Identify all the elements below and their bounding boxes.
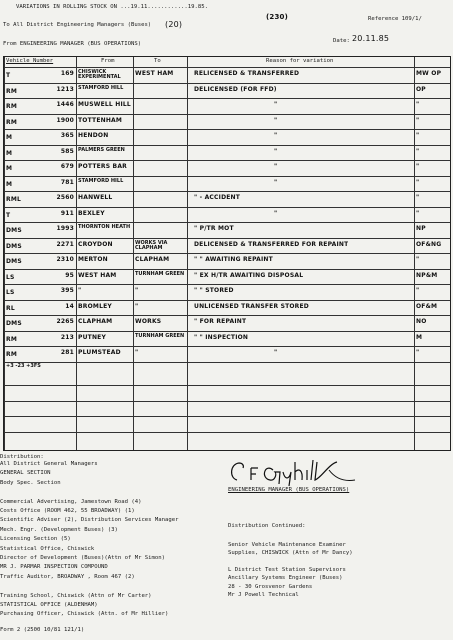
row-divider — [4, 114, 450, 115]
row-divider — [4, 401, 450, 402]
reason: RELICENSED & TRANSFERRED — [194, 70, 300, 77]
from-depot: STAMFORD HILL — [78, 84, 124, 91]
from-depot: HANWELL — [78, 194, 113, 201]
distribution-item: Director of Development (Buses)(Attn of Mr Simon) — [0, 555, 166, 561]
route-code: " — [416, 349, 420, 356]
to-depot: WEST HAM — [135, 70, 174, 77]
row-divider — [4, 416, 450, 417]
vehicle-type: DMS — [6, 242, 22, 250]
date-label: Date: — [333, 38, 350, 44]
row-divider — [4, 222, 450, 223]
reason: " " AWAITING REPAINT — [194, 256, 273, 263]
distribution-item: MR J. PARMAR INSPECTION COMPOUND — [0, 564, 108, 571]
reason: " FOR REPAINT — [194, 318, 247, 325]
reason: " — [274, 349, 278, 356]
tally-note: +3 -23 +3FS — [6, 362, 41, 369]
route-code: NO — [416, 318, 427, 325]
route-code: " — [416, 287, 420, 294]
vehicle-type: T — [6, 211, 11, 219]
from-depot: BEXLEY — [78, 209, 105, 217]
row-divider — [4, 83, 450, 84]
route-code: OF&NG — [416, 240, 442, 248]
vehicle-type: LS — [6, 289, 15, 296]
row-divider — [4, 238, 450, 239]
reason: " — [274, 178, 278, 186]
col-header-vehicle: Vehicle Number — [6, 58, 54, 64]
reason: UNLICENSED TRANSFER STORED — [194, 302, 309, 310]
reason: DELICENSED (FOR FFD) — [194, 85, 277, 93]
from-depot: WEST HAM — [78, 271, 117, 279]
reason: " — [274, 147, 278, 155]
vehicle-number: 2310 — [56, 256, 74, 263]
row-divider — [4, 145, 450, 146]
reference: Reference 109/1/ — [368, 16, 422, 22]
signature-text: C. F. Greyhill — [225, 458, 234, 459]
vehicle-number: 585 — [60, 147, 74, 155]
to-depot: TURNHAM GREEN — [135, 332, 185, 339]
row-divider — [4, 98, 450, 99]
vehicle-type: RL — [6, 304, 15, 312]
route-code: MW OP — [416, 70, 442, 77]
distribution-item: Scientific Adviser (2), Distribution Services Manager — [0, 517, 179, 524]
from-depot: BROMLEY — [78, 302, 112, 310]
reason: " — [274, 132, 278, 139]
vehicle-type: DMS — [6, 227, 22, 234]
to-depot: " — [135, 302, 139, 310]
distribution-continued-item: 28 - 30 Grosvenor Gardens — [228, 583, 313, 590]
reason: " " INSPECTION — [194, 333, 249, 341]
reason: " " STORED — [194, 287, 234, 294]
vehicle-type: LS — [6, 273, 15, 281]
route-code: " — [416, 147, 420, 155]
vehicle-number: 2560 — [56, 194, 74, 201]
vehicle-number: 95 — [65, 271, 74, 279]
vehicle-type: M — [6, 149, 13, 157]
reason: DELICENSED & TRANSFERRED FOR REPAINT — [194, 240, 349, 248]
vehicle-number: 14 — [65, 302, 74, 310]
vehicle-type: DMS — [6, 258, 22, 265]
distribution-item: Mech. Engr. (Development Buses) (3) — [0, 526, 118, 533]
from-depot: TOTTENHAM — [78, 116, 123, 124]
vehicle-number: 781 — [60, 178, 74, 186]
from-depot: CLAPHAM — [78, 318, 113, 325]
vehicle-type: RM — [6, 351, 17, 358]
to-depot: " — [135, 349, 139, 356]
row-divider — [4, 253, 450, 254]
route-code: " — [416, 256, 420, 263]
distribution-continued-item: Mr J Powell Technical — [228, 591, 299, 598]
from-depot: MUSWELL HILL — [78, 101, 131, 108]
title-handwritten-count: (230) — [266, 13, 289, 21]
to-depot: TURNHAM GREEN — [135, 270, 185, 277]
distribution-item: Licensing Section (5) — [0, 536, 71, 543]
distribution-continued-item: Supplies, CHISWICK (Attn of Mr Dancy) — [228, 550, 353, 557]
to-depot: CLAPHAM — [135, 256, 170, 263]
row-divider — [4, 191, 450, 192]
distribution-item: STATISTICAL OFFICE (ALDENHAM) — [0, 602, 98, 608]
route-code: M — [416, 333, 423, 341]
reason: " P/TR MOT — [194, 225, 234, 232]
vehicle-type: DMS — [6, 320, 22, 327]
to-line: To All District Engineering Managers (Buses) — [3, 22, 152, 28]
to-depot: WORKS VIA CLAPHAM — [135, 239, 168, 251]
col-header-reason: Reason for variation — [266, 58, 334, 64]
from-depot: " — [78, 287, 82, 294]
vehicle-number: 679 — [60, 163, 74, 170]
vehicle-number: 395 — [60, 287, 74, 294]
distribution-continued-item: Ancillary Systems Engineer (Buses) — [228, 575, 343, 582]
row-divider — [4, 129, 450, 130]
distribution-continued-item: L District Test Station Supervisors — [228, 566, 346, 573]
vehicle-type: RM — [6, 335, 17, 343]
row-divider — [4, 346, 450, 347]
vehicle-number: 2265 — [56, 318, 74, 325]
row-divider — [4, 176, 450, 177]
route-code: NP&M — [416, 271, 438, 279]
route-code: " — [416, 116, 420, 124]
to-handwritten-count: (20) — [165, 20, 183, 29]
vehicle-number: 911 — [60, 209, 74, 217]
row-divider — [4, 160, 450, 161]
row-divider — [4, 331, 450, 332]
vehicle-number: 213 — [60, 333, 74, 341]
from-depot: CHISWICK EXPERIMENTAL — [78, 69, 121, 80]
reason: " — [274, 209, 278, 217]
vehicle-number: 169 — [60, 70, 74, 77]
distribution-item: Statistical Office, Chiswick — [0, 545, 95, 552]
date-value: 20.11.85 — [352, 34, 390, 43]
route-code: " — [416, 132, 420, 139]
vehicle-type: M — [6, 165, 13, 172]
reason: " - ACCIDENT — [194, 194, 241, 201]
vehicle-number: 281 — [60, 349, 74, 356]
route-code: " — [416, 209, 420, 217]
row-divider — [4, 284, 450, 285]
vehicle-number: 365 — [60, 132, 74, 139]
route-code: OP — [416, 85, 426, 93]
distribution-item: GENERAL SECTION — [0, 470, 51, 477]
route-code: " — [416, 178, 420, 186]
from-depot: PALMERS GREEN — [78, 146, 125, 153]
row-divider — [4, 385, 450, 386]
vehicle-type: M — [6, 134, 13, 141]
reason: " — [274, 101, 278, 108]
vehicle-number: 1900 — [56, 116, 74, 124]
col-header-to: To — [154, 58, 161, 64]
reason: " — [274, 163, 278, 170]
vehicle-number: 2271 — [56, 240, 74, 248]
vehicle-type: RM — [6, 87, 17, 95]
from-depot: THORNTON HEATH — [78, 224, 131, 230]
form-title: VARIATIONS IN ROLLING STOCK ON ...19.11............19.85. — [16, 4, 208, 10]
from-line: From ENGINEERING MANAGER (BUS OPERATIONS) — [3, 41, 142, 47]
distribution-item: Purchasing Officer, Chiswick (Attn. of Mr Hillier) — [0, 611, 169, 618]
row-divider — [4, 362, 450, 363]
from-depot: HENDON — [78, 132, 109, 139]
from-depot: MERTON — [78, 256, 108, 263]
row-divider — [4, 269, 450, 270]
route-code: " — [416, 194, 420, 201]
vehicle-number: 1993 — [56, 225, 74, 232]
from-depot: POTTERS BAR — [78, 163, 127, 170]
signature — [225, 458, 375, 488]
to-depot: WORKS — [135, 318, 162, 325]
from-depot: STAMFORD HILL — [78, 177, 124, 184]
signature-caption: ENGINEERING MANAGER (BUS OPERATIONS) — [228, 487, 350, 493]
distribution-title: Distribution: — [0, 454, 44, 460]
reason: " — [274, 116, 278, 124]
distribution-item: Commercial Advertising, Jamestown Road (4) — [0, 498, 142, 505]
reason: " EX H/TR AWAITING DISPOSAL — [194, 271, 304, 279]
distribution-item: Costs Office (ROOM 462, 55 BROADWAY) (1) — [0, 508, 135, 514]
row-divider — [4, 432, 450, 433]
row-divider — [4, 300, 450, 301]
route-code: " — [416, 163, 420, 170]
vehicle-type: M — [6, 180, 13, 188]
vehicle-type: RM — [6, 118, 17, 126]
form-code: Form 2 (2500 10/81 121/1) — [0, 627, 85, 633]
distribution-continued-title: Distribution Continued: — [228, 523, 306, 529]
from-depot: PUTNEY — [78, 333, 107, 341]
vehicle-type: T — [6, 72, 11, 79]
distribution-continued-item: Senior Vehicle Maintenance Examiner — [228, 542, 346, 548]
distribution-item: Body Spec. Section — [0, 479, 61, 486]
to-depot: " — [135, 287, 139, 294]
distribution-item: Training School, Chiswick (Attn of Mr Carter) — [0, 592, 152, 599]
vehicle-type: RM — [6, 103, 17, 110]
from-depot: CROYDON — [78, 240, 113, 248]
route-code: NP — [416, 225, 426, 232]
row-divider — [4, 315, 450, 316]
col-header-from: From — [101, 58, 115, 64]
from-depot: PLUMSTEAD — [78, 349, 121, 356]
route-code: OF&M — [416, 302, 438, 310]
vehicle-type: RML — [6, 196, 22, 203]
distribution-item: All District General Managers — [0, 461, 98, 467]
row-divider — [4, 207, 450, 208]
vehicle-number: 1213 — [56, 85, 74, 93]
variations-table — [3, 56, 451, 451]
distribution-item: Traffic Auditor, BROADWAY , Room 467 (2) — [0, 573, 135, 580]
route-code: " — [416, 101, 420, 108]
vehicle-number: 1446 — [56, 101, 74, 108]
